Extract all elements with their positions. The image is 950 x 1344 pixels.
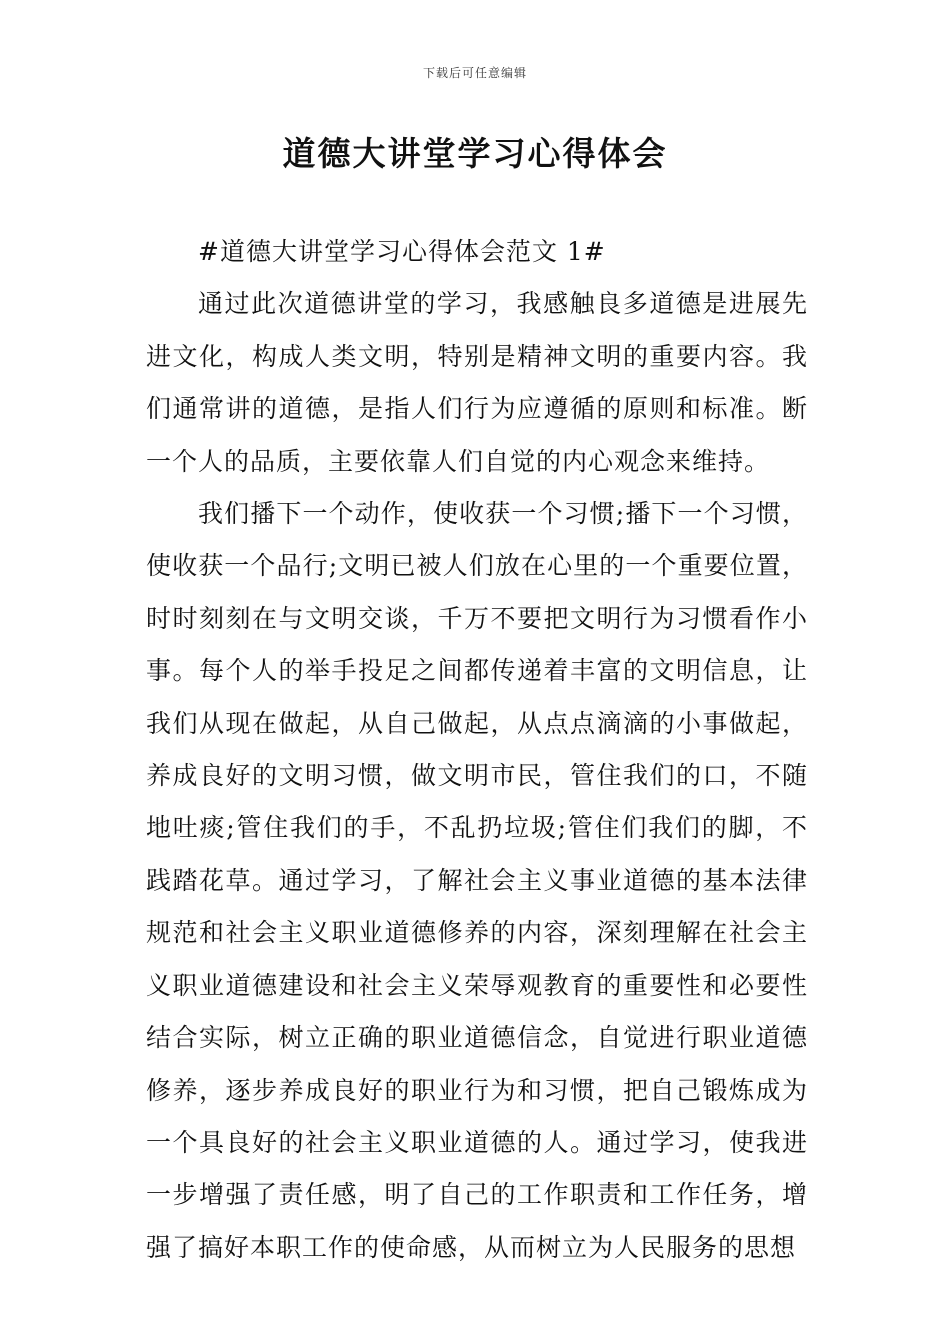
header-note: 下载后可任意编辑 xyxy=(422,66,527,80)
paragraph: 我们播下一个动作，使收获一个习惯;播下一个习惯，使收获一个品行;文明已被人们放在心里的一个重要位置，时时刻刻在与文明交谈，千万不要把文明行为习惯看作小事。每个人的举手投足之间都传递着丰富的文明信息，让我们从现在做起，从自己做起，从点点滴滴的小事做起，养成良好的文明习惯，做文明市民，管住我们的口，不随地吐痰;管住我们的手，不乱扔垃圾;管住们我们的脚，不践踏花草。通过学习，了解社会主义事业道德的基本法律规范和社会主义职业道德修养的内容，深刻理解在社会主义职业道德建设和社会主义荣辱观教育的重要性和必要性结合实际，树立正确的职业道德信念，自觉进行职业道德修养，逐步养成良好的职业行为和习惯，把自己锻炼成为一个具良好的社会主义职业道德的人。通过学习，使我进一步增强了责任感，明了自己的工作职责和工作任务，增强了搞好本职工作的使命感，从而树立为人民服务的思想 xyxy=(146,499,808,1262)
document-body xyxy=(146,226,808,1274)
document-title: 道德大讲堂学习心得体会 xyxy=(282,134,668,173)
paragraph: 通过此次道德讲堂的学习，我感触良多道德是进展先进文化，构成人类文明，特别是精神文明的重要内容。我们通常讲的道德，是指人们行为应遵循的原则和标准。断一个人的品质，主要依靠人们自觉的内心观念来维持。 xyxy=(146,289,808,476)
section-heading: #道德大讲堂学习心得体会范文 1# xyxy=(198,237,606,266)
